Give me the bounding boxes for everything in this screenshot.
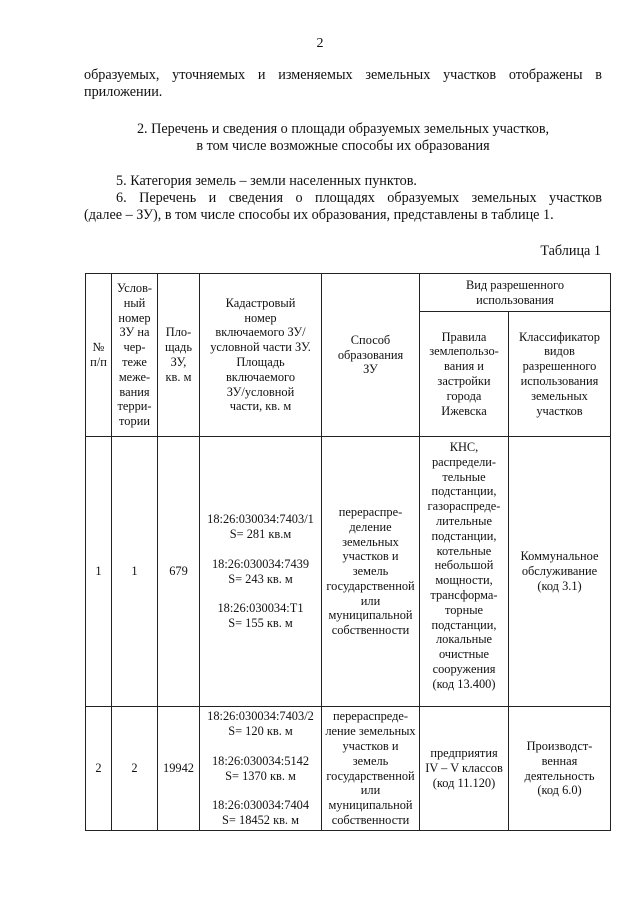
row-method: перераспреде- ление земельных участков и земель государственной или муниципальной собственности: [322, 707, 420, 831]
header-num: № п/п: [86, 274, 112, 437]
row-num: 2: [86, 707, 112, 831]
row-area: 19942: [158, 707, 200, 831]
table-row: [86, 707, 611, 831]
row-plot-number: 2: [112, 707, 158, 831]
header-area: Пло- щадь ЗУ, кв. м: [158, 274, 200, 437]
row-method: перераспре- деление земельных участков и земель государственной или муниципальной собственности: [322, 437, 420, 707]
row-cadastral: 18:26:030034:7403/2 S= 120 кв. м 18:26:030034:5142 S= 1370 кв. м 18:26:030034:7404 S= 18452 кв. м: [200, 707, 322, 831]
row-rules: предприятия IV – V классов (код 11.120): [420, 707, 509, 831]
row-classifier: Производст- венная деятельность (код 6.0): [509, 707, 611, 831]
header-method: Способ образования ЗУ: [322, 274, 420, 437]
row-classifier: Коммунальное обслуживание (код 3.1): [509, 437, 611, 707]
header-cadastral: Кадастровый номер включаемого ЗУ/ условной части ЗУ. Площадь включаемого ЗУ/условной части, кв. м: [200, 274, 322, 437]
intro-line-1: образуемых, уточняемых и изменяемых земельных участков отображены в: [84, 67, 602, 83]
table-header-row: [86, 274, 611, 312]
row-rules: КНС, распредели- тельные подстанции, газораспреде- лительные подстанции, котельные небольшой мощности, трансформа- торные подстанции, локальные очистные сооружения (код 13.400): [420, 437, 509, 707]
page-number: 2: [316, 36, 324, 51]
intro-line-2: приложении.: [84, 84, 163, 100]
land-category-paragraph: 5. Категория земель – земли населенных пунктов.: [116, 173, 417, 189]
list-paragraph-line-2: (далее – ЗУ), в том числе способы их образования, представлены в таблице 1.: [84, 207, 554, 223]
land-plots-table: [85, 273, 611, 831]
list-paragraph-line-1: 6. Перечень и сведения о площадях образуемых земельных участков: [116, 190, 602, 206]
section-heading-line-2: в том числе возможные способы их образования: [196, 138, 490, 154]
header-permitted-use: Вид разрешенного использования: [420, 274, 611, 312]
section-heading-line-1: 2. Перечень и сведения о площади образуемых земельных участков,: [136, 121, 550, 137]
row-plot-number: 1: [112, 437, 158, 707]
table-caption: Таблица 1: [540, 243, 601, 259]
table-row: [86, 437, 611, 707]
row-num: 1: [86, 437, 112, 707]
row-cadastral: 18:26:030034:7403/1 S= 281 кв.м 18:26:030034:7439 S= 243 кв. м 18:26:030034:Т1 S= 155 кв. м: [200, 437, 322, 707]
row-area: 679: [158, 437, 200, 707]
header-classifier: Классификатор видов разрешенного использования земельных участков: [509, 312, 611, 437]
header-plot-number: Услов- ный номер ЗУ на чер- теже меже- вания терри- тории: [112, 274, 158, 437]
header-rules: Правила землепользо- вания и застройки города Ижевска: [420, 312, 509, 437]
